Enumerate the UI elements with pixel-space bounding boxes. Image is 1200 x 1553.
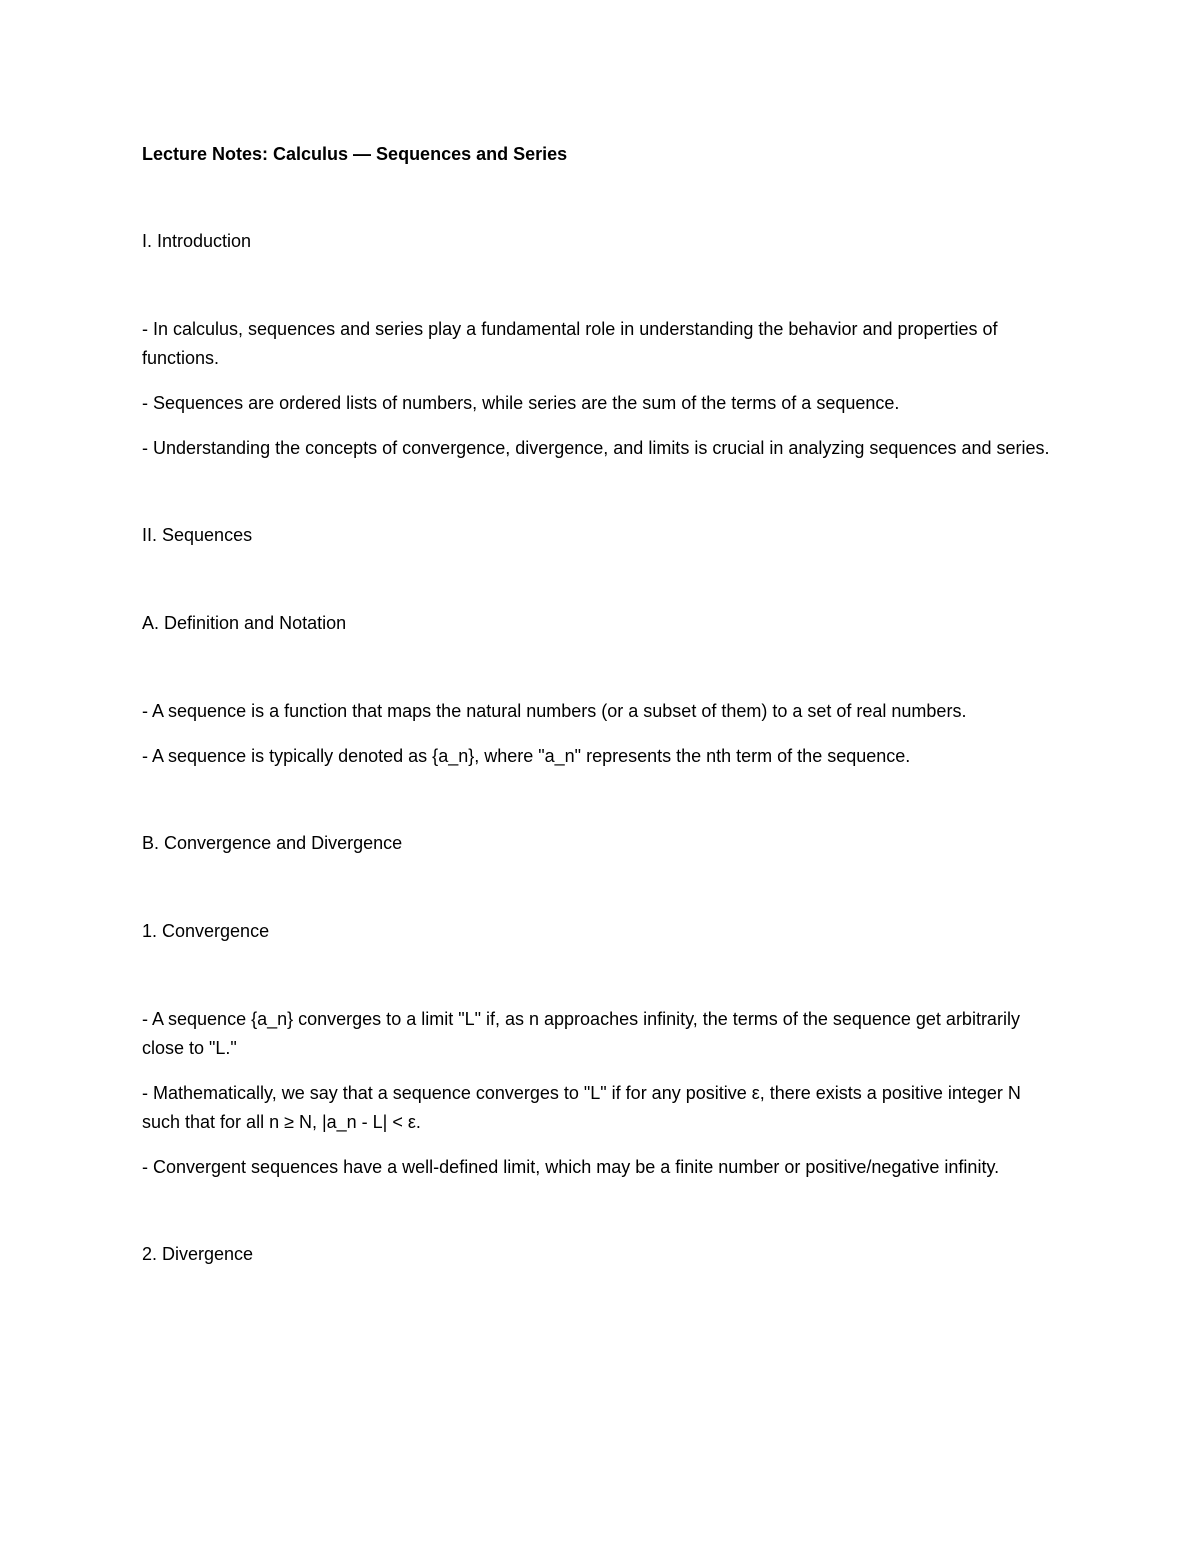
section-heading-introduction: I. Introduction [142,231,252,251]
subsubsection-heading-convergence: 1. Convergence [142,921,270,941]
document-title: Lecture Notes: Calculus — Sequences and Series [142,144,568,164]
convergence-bullet-3: - Convergent sequences have a well-defined limit, which may be a finite number or positive/negative infinity. [142,1157,1000,1177]
subsection-heading-definition: A. Definition and Notation [142,613,347,633]
intro-bullet-1: - In calculus, sequences and series play a fundamental role in understanding the behavior and properties of functions. [142,319,998,368]
intro-bullet-3: - Understanding the concepts of convergence, divergence, and limits is crucial in analyzing sequences and series. [142,438,1050,458]
convergence-bullet-2: - Mathematically, we say that a sequence converges to "L" if for any positive ε, there exists a positive integer N such that for all n ≥ N, |a_n - L| < ε. [142,1083,1021,1132]
section-heading-sequences: II. Sequences [142,525,253,545]
subsubsection-heading-divergence: 2. Divergence [142,1244,254,1264]
convergence-bullet-1: - A sequence {a_n} converges to a limit "L" if, as n approaches infinity, the terms of the sequence get arbitrarily close to "L." [142,1009,1020,1058]
intro-bullet-2: - Sequences are ordered lists of numbers, while series are the sum of the terms of a sequence. [142,393,900,413]
subsection-heading-convergence-divergence: B. Convergence and Divergence [142,833,403,853]
definition-bullet-1: - A sequence is a function that maps the natural numbers (or a subset of them) to a set of real numbers. [142,701,967,721]
document-content [142,140,1062,1269]
definition-bullet-2: - A sequence is typically denoted as {a_n}, where "a_n" represents the nth term of the sequence. [142,746,911,766]
